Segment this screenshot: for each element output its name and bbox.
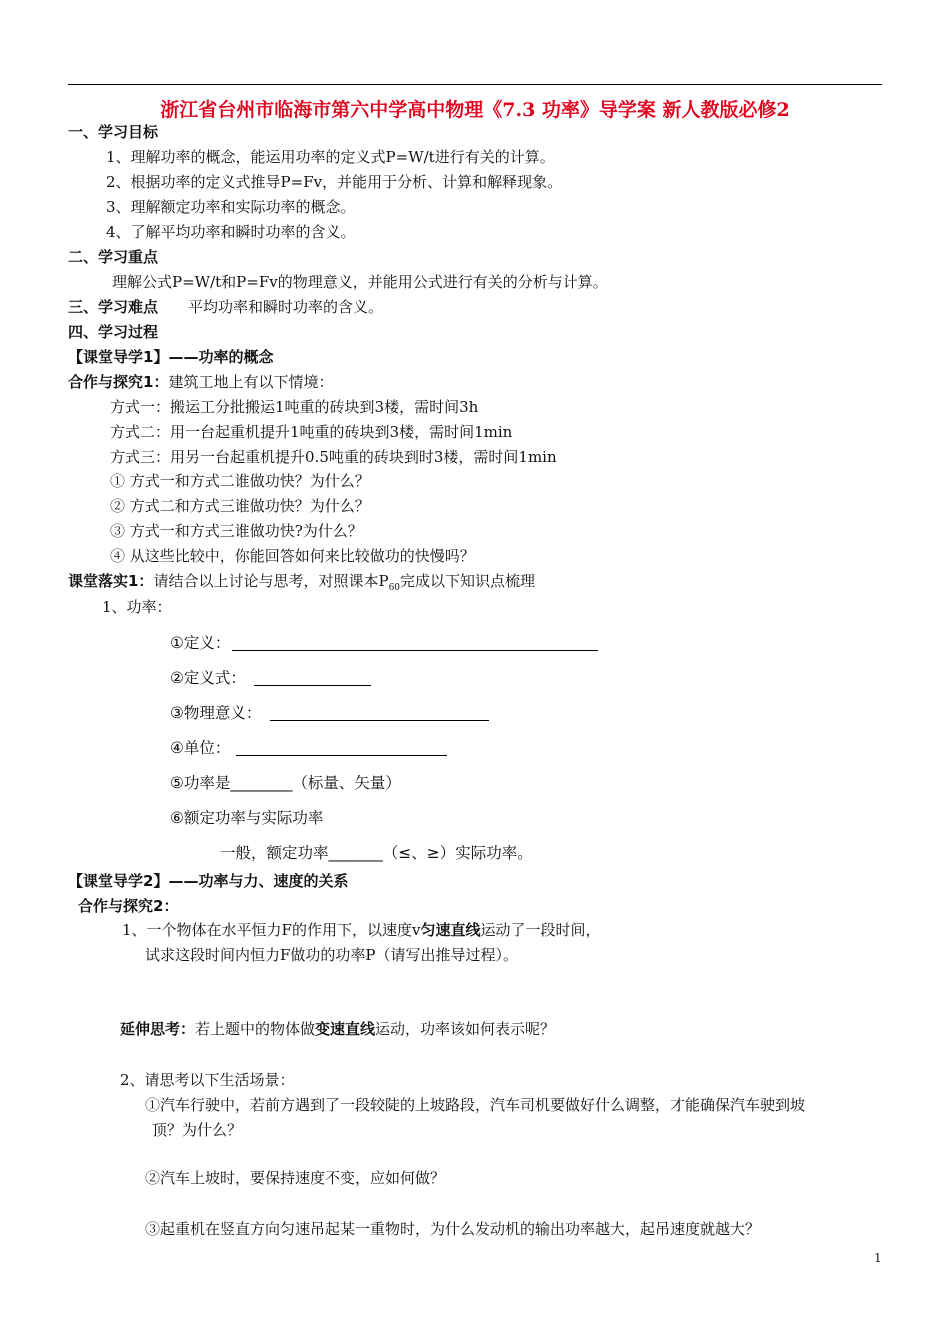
guide-2-heading: 【课堂导学2】——功率与力、速度的关系 [68,872,349,890]
page-title: 浙江省台州市临海市第六中学高中物理《7.3 功率》导学案 新人教版必修2 [160,99,790,121]
question-3: ③ 方式一和方式三谁做功快?为什么？ [110,522,363,540]
objective-2: 2、根据功率的定义式推导P=Fv，并能用于分析、计算和解释现象。 [106,173,563,191]
header-rule [68,84,882,85]
scene-2: ②汽车上坡时，要保持速度不变，应如何做？ [145,1169,446,1187]
explore-2-label: 合作与探究2： [78,897,179,915]
objective-1: 1、理解功率的概念，能运用功率的定义式P=W/t进行有关的计算。 [106,148,555,166]
practice-1-label: 课堂落实1： [68,572,154,590]
section-1-heading: 一、学习目标 [68,123,159,141]
scene-1-line-1: ①汽车行驶中，若前方遇到了一段较陡的上坡路段，汽车司机要做好什么调整，才能确保汽车驶到坡 [145,1096,806,1114]
extension-text-a: 若上题中的物体做 [195,1020,316,1038]
explore-1-text: 建筑工地上有以下情境： [168,373,334,391]
question-2: ② 方式二和方式三谁做功快？为什么？ [110,497,370,515]
guide-1-heading: 【课堂导学1】——功率的概念 [68,348,274,366]
fill-meaning-blank[interactable] [270,720,489,721]
question-1: ① 方式一和方式二谁做功快？为什么？ [110,472,370,490]
extension-bold: 变速直线 [315,1020,376,1038]
fill-formula-blank[interactable] [254,685,371,686]
section-3-heading: 三、学习难点 [68,298,159,316]
practice-1-text-a: 请结合以上讨论与思考，对照课本P [153,572,389,590]
q1-line-2: 试求这段时间内恒力F做功的功率P（请写出推导过程）。 [145,946,519,964]
power-label: 1、功率： [102,598,172,616]
section-4-heading: 四、学习过程 [68,323,159,341]
extension-label: 延伸思考： [120,1020,196,1038]
fill-formula-label: ②定义式： [170,669,246,687]
method-2: 方式二：用一台起重机提升1吨重的砖块到3楼，需时间1min [110,423,513,441]
explore-1-label: 合作与探究1： [68,373,169,391]
objective-3: 3、理解额定功率和实际功率的概念。 [106,198,356,216]
key-points-text: 理解公式P=W/t和P=Fv的物理意义，并能用公式进行有关的分析与计算。 [112,273,608,291]
practice-1-page-sub: 60 [388,583,401,593]
q1-bold: 匀速直线 [420,921,481,939]
objective-4: 4、了解平均功率和瞬时功率的含义。 [106,223,356,241]
method-1: 方式一：搬运工分批搬运1吨重的砖块到3楼，需时间3h [110,398,479,416]
scene-3: ③起重机在竖直方向匀速吊起某一重物时，为什么发动机的输出功率越大，起吊速度就越大？ [145,1220,761,1238]
page-number: 1 [874,1251,882,1265]
fill-unit-label: ④单位： [170,739,231,757]
method-3: 方式三：用另一台起重机提升0.5吨重的砖块到时3楼，需时间1min [110,448,557,466]
extension-text-b: 运动，功率该如何表示呢？ [375,1020,556,1038]
fill-scalar-vector[interactable]: ⑤功率是________（标量、矢量） [170,774,401,792]
fill-unit-blank[interactable] [236,755,447,756]
difficulty-text: 平均功率和瞬时功率的含义。 [188,298,384,316]
q2-text: 2、请思考以下生活场景： [120,1071,295,1089]
fill-definition-label: ①定义： [170,634,231,652]
q1-text-a: 1、一个物体在水平恒力F的作用下，以速度v [122,921,421,939]
fill-rated-actual-label: ⑥额定功率与实际功率 [170,809,324,827]
section-2-heading: 二、学习重点 [68,248,159,266]
fill-definition-blank[interactable] [232,650,598,651]
fill-rated-actual-compare[interactable]: 一般，额定功率_______（≤、≥）实际功率。 [220,844,533,862]
question-4: ④ 从这些比较中，你能回答如何来比较做功的快慢吗？ [110,547,475,565]
fill-meaning-label: ③物理意义： [170,704,262,722]
q1-text-b: 运动了一段时间， [480,921,601,939]
practice-1-text-b: 完成以下知识点梳理 [400,572,536,590]
scene-1-line-2: 顶？为什么？ [152,1121,243,1139]
